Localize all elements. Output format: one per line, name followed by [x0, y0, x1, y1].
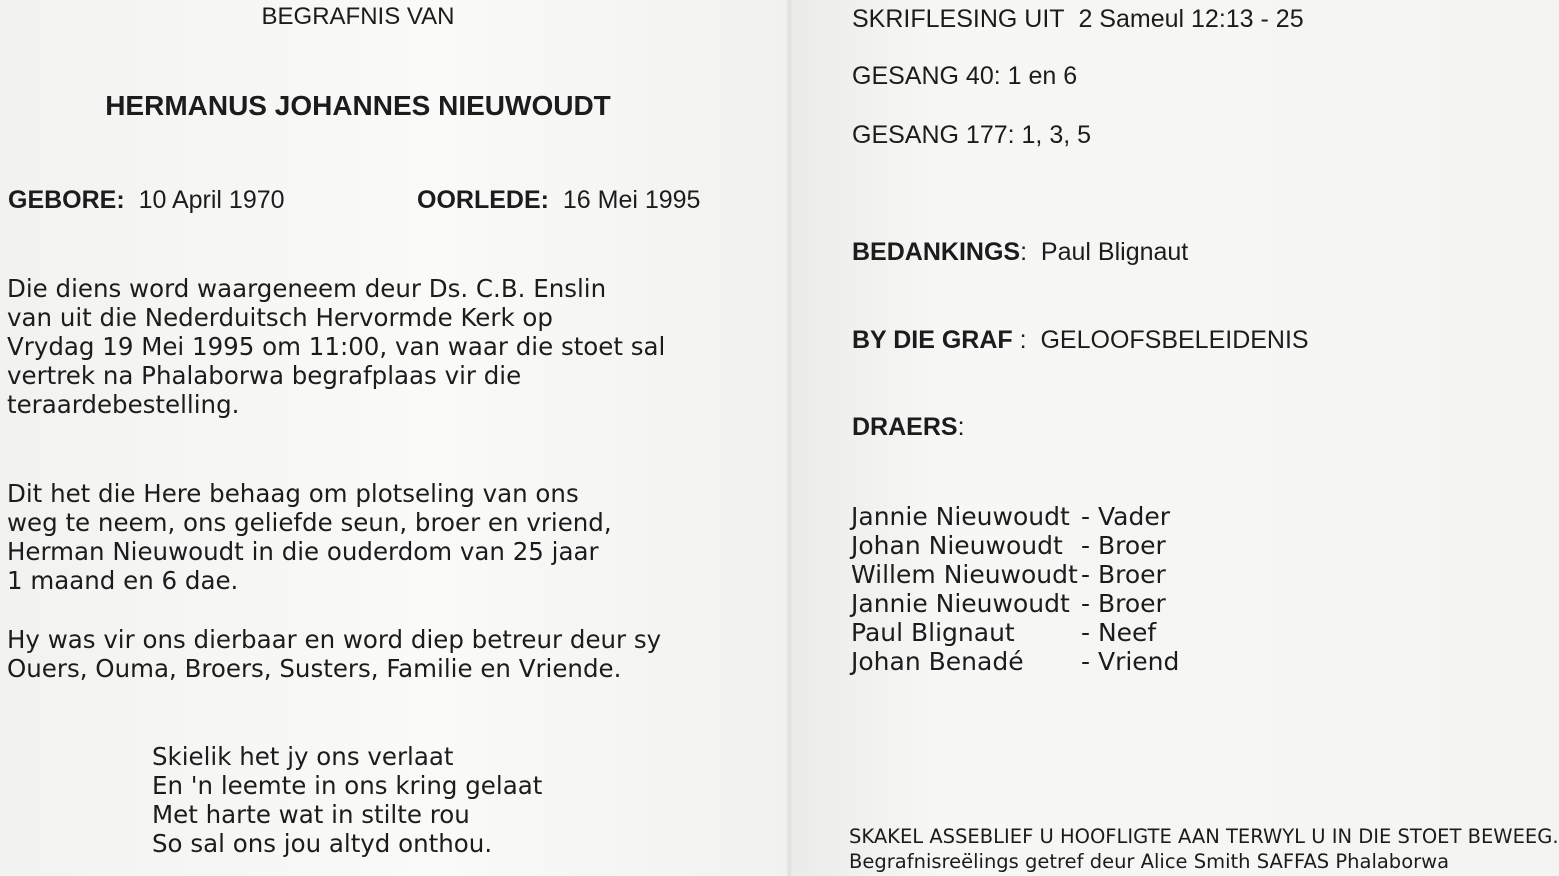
- bearer-name: Jannie Nieuwoudt: [851, 502, 1070, 531]
- thanks-label: BEDANKINGS: [852, 238, 1021, 266]
- bearer-name: Johan Nieuwoudt: [851, 531, 1063, 560]
- funeral-heading: BEGRAFNIS VAN: [261, 3, 455, 30]
- bearer-row: [851, 618, 1179, 647]
- born-value: 10 April 1970: [138, 186, 285, 214]
- thanks-value: Paul Blignaut: [1040, 238, 1189, 266]
- scripture-value: 2 Sameul 12:13 - 25: [1078, 5, 1304, 33]
- scripture-label: SKRIFLESING UIT: [852, 5, 1065, 33]
- mourners-paragraph: [7, 625, 661, 683]
- bearer-role: - Vriend: [1081, 647, 1180, 676]
- bearer-role: - Vader: [1081, 502, 1170, 531]
- death-paragraph: [7, 479, 612, 595]
- mourners-line: Ouers, Ouma, Broers, Susters, Familie en Vriende.: [7, 654, 622, 683]
- service-line: vertrek na Phalaborwa begrafplaas vir die: [7, 361, 522, 390]
- page-fold: [786, 0, 792, 876]
- poem-line: Skielik het jy ons verlaat: [152, 742, 454, 771]
- poem-line: Met harte wat in stilte rou: [152, 800, 470, 829]
- bearer-row: [851, 647, 1179, 676]
- born-label: GEBORE:: [8, 186, 125, 214]
- bearer-role: - Broer: [1081, 589, 1166, 618]
- bearer-row: [851, 560, 1179, 589]
- poem: [152, 742, 542, 858]
- service-line: teraardebestelling.: [7, 390, 240, 419]
- death-line: 1 maand en 6 dae.: [7, 566, 239, 595]
- bearer-row: [851, 589, 1179, 618]
- bearer-name: Paul Blignaut: [851, 618, 1015, 647]
- born-line: [8, 186, 285, 215]
- bearer-row: [851, 502, 1179, 531]
- death-line: Dit het die Here behaag om plotseling van ons: [7, 479, 579, 508]
- bearers-label: DRAERS: [852, 413, 958, 441]
- died-label: OORLEDE:: [417, 186, 549, 214]
- scripture-line: [852, 5, 1304, 34]
- death-line: Herman Nieuwoudt in die ouderdom van 25 jaar: [7, 537, 599, 566]
- service-line: van uit die Nederduitsch Hervormde Kerk op: [7, 303, 553, 332]
- bearer-role: - Broer: [1081, 531, 1166, 560]
- thanks-line: BEDANKINGS: Paul Blignaut: [852, 238, 1189, 266]
- bearer-row: [851, 531, 1179, 560]
- bearers-heading: DRAERS:: [852, 413, 965, 441]
- hymn-1: GESANG 40: 1 en 6: [852, 62, 1078, 90]
- bearers-list: [851, 502, 1179, 676]
- deceased-name: HERMANUS JOHANNES NIEUWOUDT: [105, 90, 611, 121]
- died-line: [417, 186, 700, 215]
- bearer-name: Johan Benadé: [851, 647, 1024, 676]
- headlights-notice: SKAKEL ASSEBLIEF U HOOFLIGTE AAN TERWYL U IN DIE STOET BEWEEG.: [849, 825, 1559, 848]
- grave-line: BY DIE GRAF : GELOOFSBELEIDENIS: [852, 326, 1309, 354]
- service-line: Vrydag 19 Mei 1995 om 11:00, van waar die stoet sal: [7, 332, 666, 361]
- mourners-line: Hy was vir ons dierbaar en word diep betreur deur sy: [7, 625, 662, 654]
- hymn-2: GESANG 177: 1, 3, 5: [852, 121, 1092, 149]
- service-paragraph: [7, 274, 665, 419]
- bearer-name: Willem Nieuwoudt: [851, 560, 1078, 589]
- poem-line: So sal ons jou altyd onthou.: [152, 829, 493, 858]
- bearer-role: - Broer: [1081, 560, 1166, 589]
- died-value: 16 Mei 1995: [562, 186, 701, 214]
- death-line: weg te neem, ons geliefde seun, broer en vriend,: [7, 508, 612, 537]
- grave-value: GELOOFSBELEIDENIS: [1040, 326, 1309, 354]
- poem-line: En 'n leemte in ons kring gelaat: [152, 771, 543, 800]
- bearer-role: - Neef: [1081, 618, 1157, 647]
- funeral-arrangements-credit: Begrafnisreëlings getref deur Alice Smith SAFFAS Phalaborwa: [849, 850, 1450, 873]
- service-line: Die diens word waargeneem deur Ds. C.B. Enslin: [7, 274, 607, 303]
- bearer-name: Jannie Nieuwoudt: [851, 589, 1070, 618]
- grave-label: BY DIE GRAF: [852, 326, 1013, 354]
